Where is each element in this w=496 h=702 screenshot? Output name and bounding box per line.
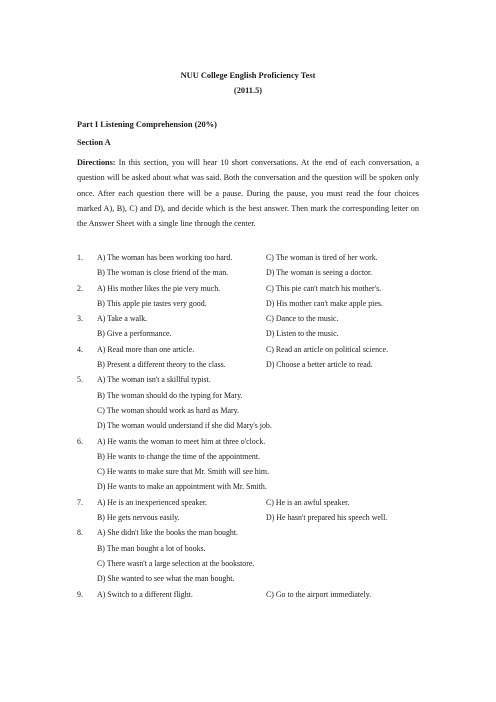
option-b: B) The woman should do the typing for Mary.	[97, 390, 243, 400]
option-b: B) The woman is close friend of the man.	[97, 268, 229, 278]
question-number: 2.	[77, 283, 83, 293]
question-item	[77, 434, 419, 495]
test-date: (2011.5)	[233, 86, 263, 95]
option-d: D) The woman would understand if she did Mary's job.	[97, 421, 272, 431]
option-a: A) The woman has been working too hard.	[97, 253, 233, 262]
section-heading: Section A	[77, 138, 111, 147]
question-item	[77, 525, 419, 586]
option-c: C) The woman should work as hard as Mary.	[97, 405, 240, 415]
option-c: C) There wasn't a large selection at the bookstore.	[97, 558, 255, 568]
question-item	[77, 250, 419, 281]
option-d: D) He hasn't prepared his speech well.	[266, 513, 388, 523]
option-a: A) Switch to a different flight.	[97, 589, 193, 599]
option-a: A) His mother likes the pie very much.	[97, 283, 221, 293]
directions-text: In this section, you will hear 10 short conversations. At the end of each conversation, a question will be asked about what was said. Both the conversation and the question will be spoken only once. After each question there will be a pause. During the pause, you must read the four choices marked A), B), C) and D), and decide which is the best answer. Then mark the corresponding letter on the Answer Sheet with a single line through the center.	[77, 158, 419, 229]
question-number: 5.	[77, 375, 83, 385]
option-c: C) Go to the airport immediately.	[266, 589, 372, 599]
question-number: 7.	[77, 497, 83, 507]
question-number: 6.	[77, 436, 83, 446]
option-d: D) He wants to make an appointment with Mr. Smith.	[97, 482, 267, 492]
directions-label: Directions:	[77, 158, 116, 167]
option-a: A) He wants the woman to meet him at three o'clock.	[97, 436, 266, 446]
question-number: 4.	[77, 344, 83, 354]
option-a: A) The woman isn't a skillful typist.	[97, 375, 211, 385]
option-c: C) He wants to make sure that Mr. Smith will see him.	[97, 467, 270, 477]
question-number: 8.	[77, 528, 83, 538]
question-item	[77, 281, 419, 312]
test-title: NUU College English Proficiency Test	[180, 71, 316, 80]
option-b: B) He gets nervous easily.	[97, 513, 180, 523]
option-d: D) Choose a better article to read.	[266, 360, 373, 370]
directions-paragraph	[77, 155, 419, 231]
option-b: B) This apple pie tastes very good.	[97, 298, 207, 308]
option-a: A) He is an inexperienced speaker.	[97, 497, 207, 507]
question-item	[77, 495, 419, 526]
option-d: D) She wanted to see what the man bought.	[97, 574, 235, 584]
question-number: 3.	[77, 314, 83, 324]
option-d: D) Listen to the music.	[266, 329, 339, 339]
option-c: C) Dance to the music.	[266, 314, 339, 324]
question-number: 9.	[77, 589, 83, 599]
option-b: B) Present a different theory to the class.	[97, 360, 226, 370]
option-c: C) The woman is tired of her work.	[266, 253, 378, 262]
question-item	[77, 311, 419, 342]
option-a: A) Take a walk.	[97, 314, 148, 324]
part-heading: Part I Listening Comprehension (20%)	[77, 120, 217, 129]
option-d: D) The woman is seeing a doctor.	[266, 268, 373, 278]
option-d: D) His mother can't make apple pies.	[266, 298, 383, 308]
option-a: A) Read more than one article.	[97, 344, 195, 354]
question-item	[77, 342, 419, 373]
option-c: C) Read an article on political science.	[266, 344, 389, 354]
option-b: B) Give a performance.	[97, 329, 172, 339]
option-c: C) He is an awful speaker.	[266, 497, 350, 507]
option-b: B) He wants to change the time of the appointment.	[97, 451, 261, 461]
option-b: B) The man bought a lot of books.	[97, 543, 206, 553]
question-number: 1.	[77, 253, 83, 262]
option-c: C) This pie can't match his mother's.	[266, 283, 382, 293]
question-item	[77, 372, 419, 433]
question-list	[77, 250, 419, 602]
question-item	[77, 587, 419, 602]
option-a: A) She didn't like the books the man bought.	[97, 528, 239, 538]
